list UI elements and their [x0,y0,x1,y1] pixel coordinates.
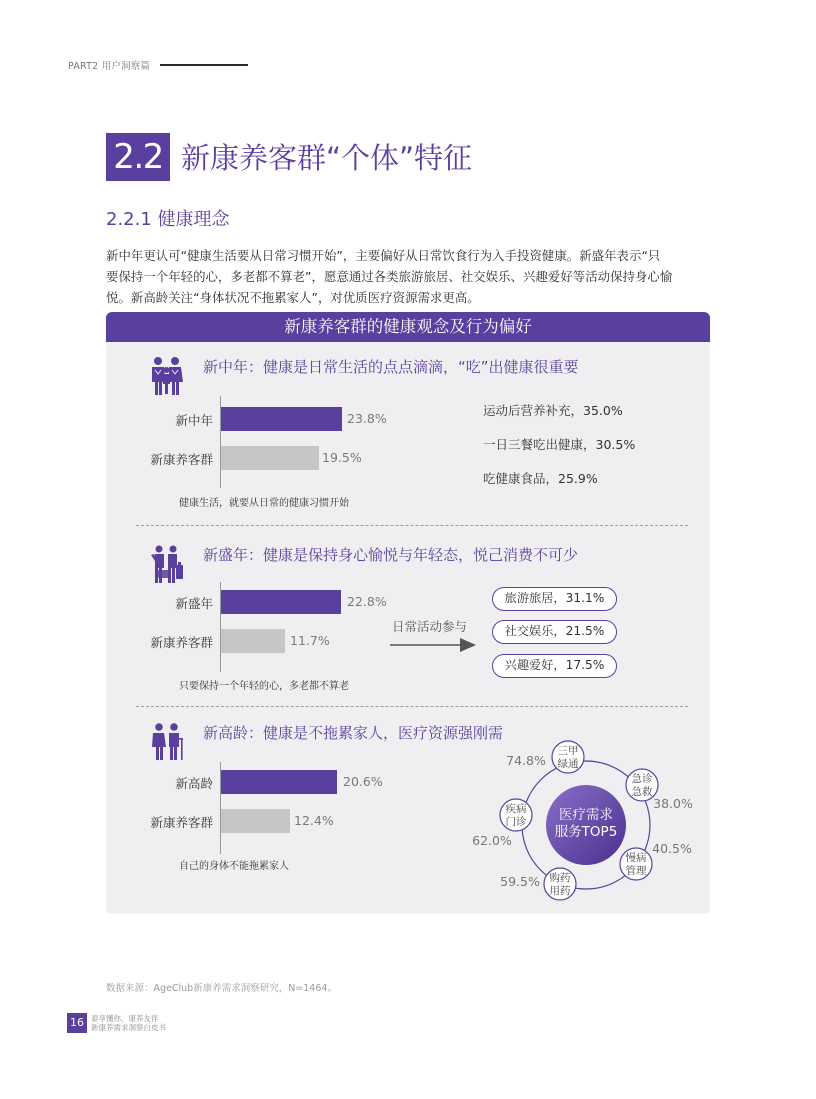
intro-line: 要保持一个年轻的心，多老都不算老”，愿意通过各类旅游旅居、社交娱乐、兴趣爱好等活动保持身心愉 [106,269,673,284]
group1-title: 新中年：健康是日常生活的点点滴滴，“吃”出健康很重要 [203,358,579,376]
section-title: 新康养客群“个体”特征 [181,141,473,175]
svg-text:疾病: 疾病 [505,803,527,815]
svg-text:绿通: 绿通 [557,758,579,770]
header-rule [160,64,248,66]
satellite-santia [552,741,584,773]
svg-text:三甲: 三甲 [557,745,579,757]
part-label: PART2 用户洞察篇 [68,61,151,72]
health-habit-item: 吃健康食品，25.9% [483,471,598,486]
svg-text:急救: 急救 [631,786,653,798]
satellite-value: 40.5% [652,841,692,856]
medical-needs-diagram [470,735,710,905]
page-number: 16 [67,1013,87,1033]
satellite-value: 74.8% [506,753,546,768]
bar-value: 11.7% [290,633,330,648]
right-arrow-icon [390,637,476,653]
bar-kangyang-1 [221,446,319,470]
intro-paragraph [106,245,712,308]
svg-text:慢病: 慢病 [625,852,647,864]
satellite-outpatient [500,799,532,831]
family-icon [150,356,184,396]
bar-value: 19.5% [322,450,362,465]
book-title: 新康养需求洞察白皮书 [91,1023,166,1032]
bar-label: 新康养客群 [150,452,213,467]
section-divider [136,706,688,707]
svg-text:购药: 购药 [549,872,571,884]
center-label-line1: 医疗需求 [559,807,613,823]
satellite-chronic [620,848,652,880]
activity-label: 日常活动参与 [392,619,468,634]
group1-caption: 健康生活，就要从日常的健康习惯开始 [179,498,349,509]
bar-xinzhongnian [221,407,342,431]
satellite-value: 38.0% [653,796,693,811]
elderly-couple-icon [150,722,184,762]
satellite-value: 59.5% [500,874,540,889]
center-label-line2: 服务TOP5 [554,824,618,840]
svg-text:管理: 管理 [625,865,647,877]
subsection-title: 2.2.1 健康理念 [106,209,230,230]
travelers-icon [150,545,184,585]
bar-value: 20.6% [343,774,383,789]
panel-title: 新康养客群的健康观念及行为偏好 [106,312,710,342]
satellite-medicine [544,868,576,900]
bar-label: 新盛年 [175,596,213,611]
svg-text:急诊: 急诊 [631,773,653,785]
group2-caption: 只要保持一个年轻的心，多老都不算老 [179,681,349,692]
bar-value: 12.4% [294,813,334,828]
intro-line: 悦。新高龄关注“身体状况不拖累家人”，对优质医疗资源需求更高。 [106,290,480,305]
bar-label: 新中年 [175,413,213,428]
data-source-note: 数据来源：AgeClub新康养需求洞察研究，N=1464。 [106,983,337,994]
bar-xinshengnian [221,590,341,614]
health-habit-item: 运动后营养补充，35.0% [483,403,623,418]
intro-line: 新中年更认可“健康生活要从日常习惯开始”，主要偏好从日常饮食行为入手投资健康。新盛年表示“只 [106,248,661,263]
bar-kangyang-3 [221,809,290,833]
svg-text:用药: 用药 [549,885,571,897]
activity-pill: 社交娱乐，21.5% [492,620,617,644]
book-tagline: 泰享懂你，康养友伴 [91,1014,159,1023]
bar-kangyang-2 [221,629,285,653]
bar-label: 新康养客群 [150,635,213,650]
group3-caption: 自己的身体不能拖累家人 [179,861,289,872]
group2-title: 新盛年：健康是保持身心愉悦与年轻态，悦己消费不可少 [203,546,579,564]
group3-title: 新高龄：健康是不拖累家人，医疗资源强刚需 [203,724,504,742]
bar-xingaoling [221,770,337,794]
bar-value: 23.8% [347,411,387,426]
health-habit-item: 一日三餐吃出健康，30.5% [483,437,636,452]
section-divider [136,525,688,526]
bar-label: 新高龄 [175,776,213,791]
section-number: 2.2 [106,133,170,181]
bar-value: 22.8% [347,594,387,609]
activity-pill: 兴趣爱好，17.5% [492,654,617,678]
bar-label: 新康养客群 [150,815,213,830]
activity-pill: 旅游旅居，31.1% [492,587,617,611]
satellite-value: 62.0% [472,833,512,848]
svg-text:门诊: 门诊 [505,816,527,828]
